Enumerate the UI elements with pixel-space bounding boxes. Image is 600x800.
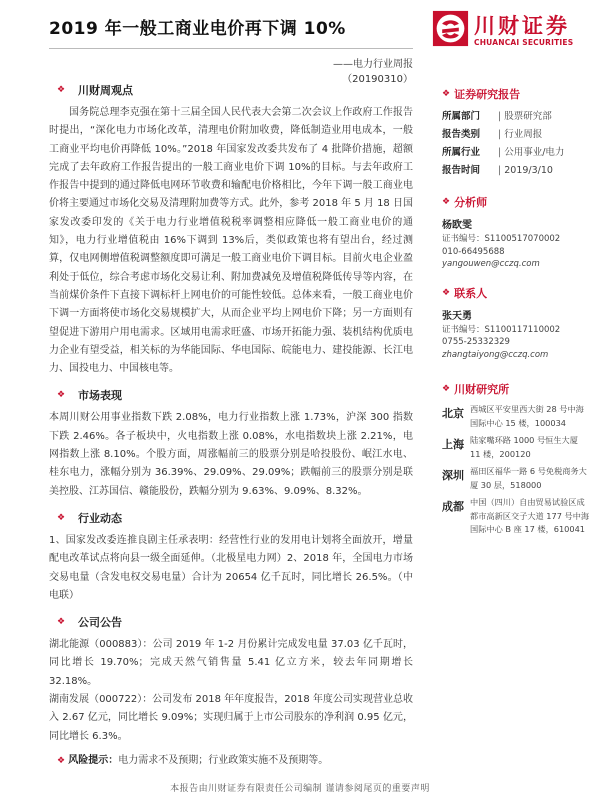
section-title: 市场表现 bbox=[78, 389, 122, 403]
analyst-name: 杨欧雯 bbox=[442, 220, 472, 231]
institute-title: 川财研究所 bbox=[454, 383, 510, 396]
analyst-phone: 010-66495688 bbox=[442, 246, 505, 257]
report-subtitle: ——电力行业周报（20190310） bbox=[333, 59, 413, 85]
office-row bbox=[442, 496, 592, 537]
diamond-bullet-icon: ❖ bbox=[57, 617, 66, 628]
office-city: 成都 bbox=[442, 500, 464, 513]
section-header-market bbox=[49, 387, 413, 403]
info-key: 所属行业 bbox=[442, 147, 481, 158]
company-paragraph-1: 湖北能源（000883）：公司 2019 年 1-2 月份累计完成发电量 37.03 亿千瓦时，同比增长 19.70%；完成天然气销售量 5.41 亿立方米，较去年同期增长 32.18%。 bbox=[49, 639, 413, 687]
report-info-title: 证券研究报告 bbox=[454, 88, 521, 101]
main-column bbox=[49, 82, 413, 770]
analyst-email[interactable]: yangouwen@cczq.com bbox=[442, 259, 540, 269]
sidebar bbox=[442, 86, 592, 541]
section-header-company bbox=[49, 614, 413, 630]
diamond-bullet-icon: ❖ bbox=[442, 89, 451, 99]
contact-block bbox=[442, 285, 592, 362]
diamond-bullet-icon: ❖ bbox=[57, 390, 66, 401]
section-title: 行业动态 bbox=[78, 511, 122, 525]
info-row bbox=[442, 144, 592, 162]
info-key: 所属部门 bbox=[442, 111, 481, 122]
risk-warning bbox=[49, 752, 413, 770]
office-address: 西城区平安里西大街 28 号中海国际中心 15 楼，100034 bbox=[470, 404, 584, 428]
office-address: 中国（四川）自由贸易试验区成都市高新区交子大道 177 号中海国际中心 B 座 17 楼，610041 bbox=[470, 497, 590, 534]
contact-title: 联系人 bbox=[454, 286, 488, 300]
info-key: 报告时间 bbox=[442, 165, 481, 176]
industry-paragraph: 1、国家发改委连推良剧主任承表明：经营性行业的发用电计划将全面放开，增量配电改革试点将向县一级全面延伸。（北极星电力网）2、2018 年，全国电力市场交易电量（含发电权交易电量）合计为 20654 亿千瓦时，同比增长 26.5%。（中电联） bbox=[49, 534, 413, 601]
office-address: 陆家嘴环路 1000 号恒生大厦 11 楼，200120 bbox=[470, 435, 578, 459]
contact-header bbox=[442, 285, 592, 301]
section-title: 公司公告 bbox=[78, 616, 122, 630]
info-value: | 行业周报 bbox=[498, 126, 542, 144]
info-value: | 股票研究部 bbox=[498, 108, 552, 126]
office-row bbox=[442, 465, 592, 492]
contact-email[interactable]: zhangtaiyong@cczq.com bbox=[442, 349, 549, 360]
weekly-view-paragraph: 国务院总理李克强在第十三届全国人民代表大会第二次会议上作政府工作报告时提出，“深化电力市场化改革，清理电价附加收费，降低制造业用电成本，一般工商业平均电价再降低 10%。”2018 年国家发改委共发布了 4 批降价措施，超额完成了去年政府工作报告提出的一般工商业电价下调 10%的目标。与去年政府工作报告中提到的通过降低电网环节收费和输配电价格相比，今年下调一般工商业电价将主要通过市场化交易及清理附加费等方式。此外，参考 2018 年 5 月 18 日国家发改委印发的《关于电力行业增值税税率调整相应降低一般工商业电价的通知》，电力行业增值税由 16%下调到 13%后，类似政策也将有望出台，经过测算，仅电网侧增值税调整额度即可满足一般工商业电价下调目标。目前火电企业盈利处于低位，综合考虑市场化交易让利、附加费减免及增值税降低传导等内容，在当前煤价条件下直接下调标杆上网电价的可能性较低。总体来看，一般工商业电价下调一方面将使市场化交易规模扩大，从而企业平均上网电价下降；另一方面则有望促进下游用户用电需求。区域用电需求旺盛、市场开拓能力强、装机结构优质电力企业有望受益，相关标的为华能国际、华电国际、皖能电力、建投能源、长江电力、国投电力、中国核电等。 bbox=[49, 107, 413, 375]
analyst-header bbox=[442, 194, 592, 210]
section-title: 川财周观点 bbox=[78, 84, 133, 97]
section-header-industry bbox=[49, 510, 413, 526]
logo-text-cn: 川财证券 bbox=[474, 14, 570, 38]
office-city: 上海 bbox=[442, 438, 464, 451]
info-row bbox=[442, 162, 592, 180]
logo-text-en: CHUANCAI SECURITIES bbox=[474, 38, 574, 47]
diamond-bullet-icon: ❖ bbox=[57, 512, 66, 523]
contact-phone: 0755-25332329 bbox=[442, 337, 510, 347]
info-row bbox=[442, 108, 592, 126]
contact-name: 张天勇 bbox=[442, 310, 472, 322]
info-key: 报告类别 bbox=[442, 129, 481, 140]
company-logo bbox=[432, 8, 584, 50]
risk-label: 风险提示： bbox=[68, 754, 119, 766]
office-city: 北京 bbox=[442, 407, 464, 420]
market-paragraph: 本周川财公用事业指数下跌 2.08%，电力行业指数上涨 1.73%，沪深 300 指数下跌 2.46%。各子板块中，火电指数上涨 0.08%，水电指数块上涨 2.21%，电网指数上涨 8.10%。个股方面，周涨幅前三的股票分别是哈投股份、岷江水电、桂东电力，涨幅分别为 36.39%、29.09%、29.09%；跌幅前三的股票分别是联美控股、江苏国信、赣能股份，跌幅分别为 9.63%、9.09%、8.32%。 bbox=[49, 412, 413, 497]
diamond-bullet-icon: ❖ bbox=[442, 197, 451, 207]
diamond-bullet-icon: ❖ bbox=[442, 384, 451, 394]
office-row bbox=[442, 403, 592, 430]
contact-cert: 证书编号：S1100117110002 bbox=[442, 324, 561, 335]
header-divider bbox=[49, 48, 413, 49]
risk-text: 电力需求不及预期；行业政策实施不及预期等。 bbox=[118, 754, 329, 766]
info-value: | 2019/3/10 bbox=[498, 162, 553, 180]
office-city: 深圳 bbox=[442, 469, 464, 482]
institute-header bbox=[442, 381, 592, 397]
analyst-block bbox=[442, 194, 592, 271]
section-header-view bbox=[49, 82, 413, 98]
analyst-title: 分析师 bbox=[454, 196, 488, 209]
diamond-bullet-icon: ❖ bbox=[442, 287, 451, 298]
diamond-bullet-icon: ❖ bbox=[57, 85, 66, 95]
company-paragraph-2: 湖南发展（000722）：公司发布 2018 年年度报告，2018 年度公司实现营业总收入 2.67 亿元，同比增长 9.09%；实现归属于上市公司股东的净利润 0.95 亿元，同比增长 6.3%。 bbox=[49, 694, 413, 742]
report-title: 2019 年一般工商业电价再下调 10% bbox=[49, 19, 346, 39]
logo-mark-icon bbox=[432, 10, 469, 47]
office-address: 福田区福华一路 6 号免税商务大厦 30 层，518000 bbox=[470, 466, 587, 490]
info-value: | 公用事业/电力 bbox=[498, 144, 564, 162]
diamond-bullet-icon: ❖ bbox=[57, 755, 66, 766]
analyst-cert: 证书编号：S1100517070002 bbox=[442, 234, 561, 244]
page-footer: 本报告由川财证券有限责任公司编制 谨请参阅尾页的重要声明 bbox=[170, 784, 430, 794]
info-row bbox=[442, 126, 592, 144]
report-info-header bbox=[442, 86, 592, 102]
office-row bbox=[442, 434, 592, 461]
